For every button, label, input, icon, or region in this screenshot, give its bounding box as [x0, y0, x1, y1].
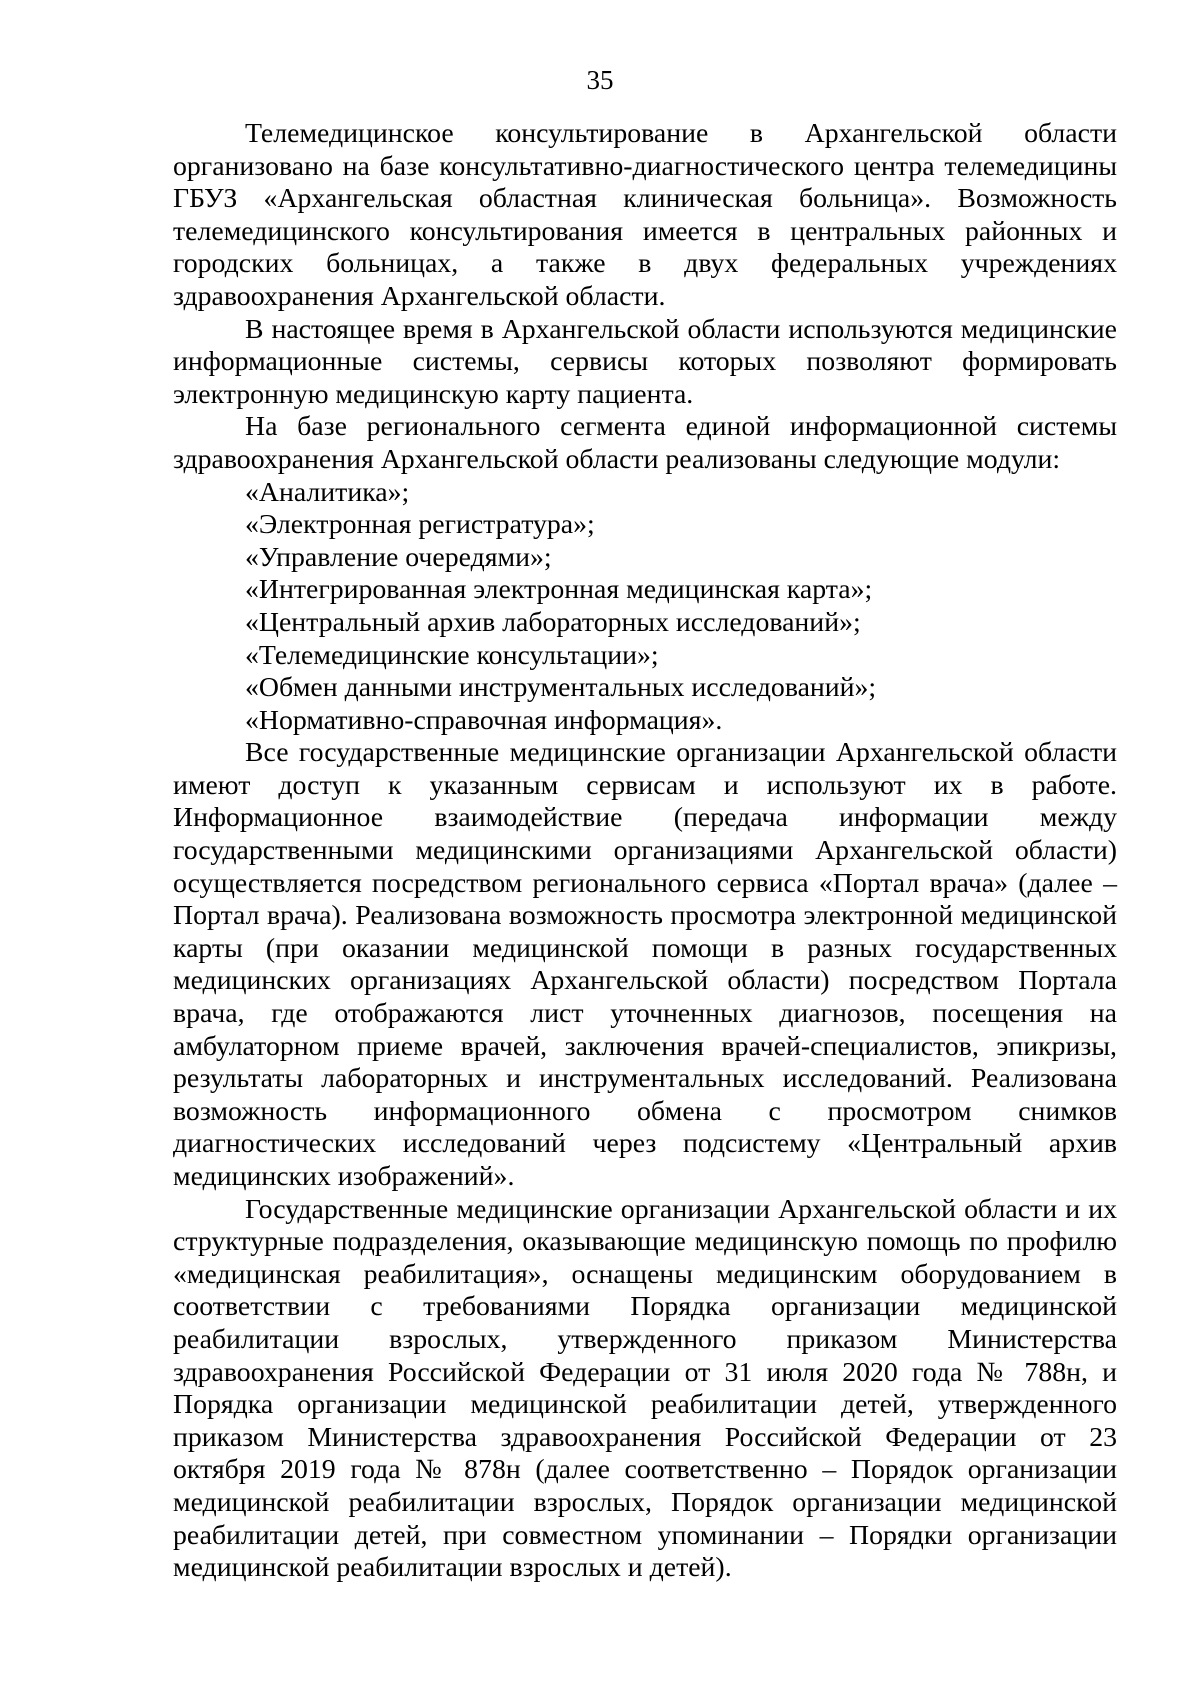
list-item: «Центральный архив лабораторных исследований»;	[245, 606, 861, 638]
list-item: «Обмен данными инструментальных исследований»;	[245, 672, 877, 704]
list-item: «Нормативно-справочная информация».	[245, 704, 723, 736]
list-item: «Телемедицинские консультации»;	[245, 639, 659, 671]
list-item: «Управление очередями»;	[245, 541, 552, 573]
document-body	[173, 118, 1117, 1585]
list-item: «Электронная регистратура»;	[245, 509, 595, 541]
paragraph-rehabilitation: Государственные медицинские организации Архангельской области и их структурные подразделения, оказывающие медицинскую помощь по профилю «медицинская реабилитация», оснащены медицинским оборудованием в соответствии с требованиями Порядка организации медицинской реабилитации взрослых, утвержденного приказом Министерства здравоохранения Российской Федерации от 31 июля 2020 года № 788н, и Порядка организации медицинской реабилитации детей, утвержденного приказом Министерства здравоохранения Российской Федерации от 23 октября 2019 года № 878н (далее соответственно – Порядок организации медицинской реабилитации взрослых, Порядок организации медицинской реабилитации детей, при совместном упоминании – Порядки организации медицинской реабилитации взрослых и детей).	[173, 1193, 1117, 1584]
list-item: «Аналитика»;	[245, 476, 410, 508]
page-number: 35	[586, 65, 614, 95]
paragraph-telemedicine: Телемедицинское консультирование в Архангельской области организовано на базе консультативно-диагностического центра телемедицины ГБУЗ «Архангельская областная клиническая больница». Возможность телемедицинского консультирования имеется в центральных районных и городских больницах, а также в двух федеральных учреждениях здравоохранения Архангельской области.	[173, 118, 1117, 312]
list-item: «Интегрированная электронная медицинская карта»;	[245, 574, 873, 606]
paragraph-doctor-portal: Все государственные медицинские организации Архангельской области имеют доступ к указанным сервисам и используют их в работе. Информационное взаимодействие (передача информации между государственными медицинскими организациями Архангельской области) осуществляется посредством регионального сервиса «Портал врача» (далее – Портал врача). Реализована возможность просмотра электронной медицинской карты (при оказании медицинской помощи в разных государственных медицинских организациях Архангельской области) посредством Портала врача, где отображаются лист уточненных диагнозов, посещения на амбулаторном приеме врачей, заключения врачей-специалистов, эпикризы, результаты лабораторных и инструментальных исследований. Реализована возможность информационного обмена с просмотром снимков диагностических исследований через подсистему «Центральный архив медицинских изображений».	[173, 737, 1117, 1192]
paragraph-modules-intro: На базе регионального сегмента единой информационной системы здравоохранения Архангельской области реализованы следующие модули:	[173, 411, 1117, 475]
paragraph-information-systems: В настоящее время в Архангельской области используются медицинские информационные системы, сервисы которых позволяют формировать электронную медицинскую карту пациента.	[173, 313, 1117, 410]
